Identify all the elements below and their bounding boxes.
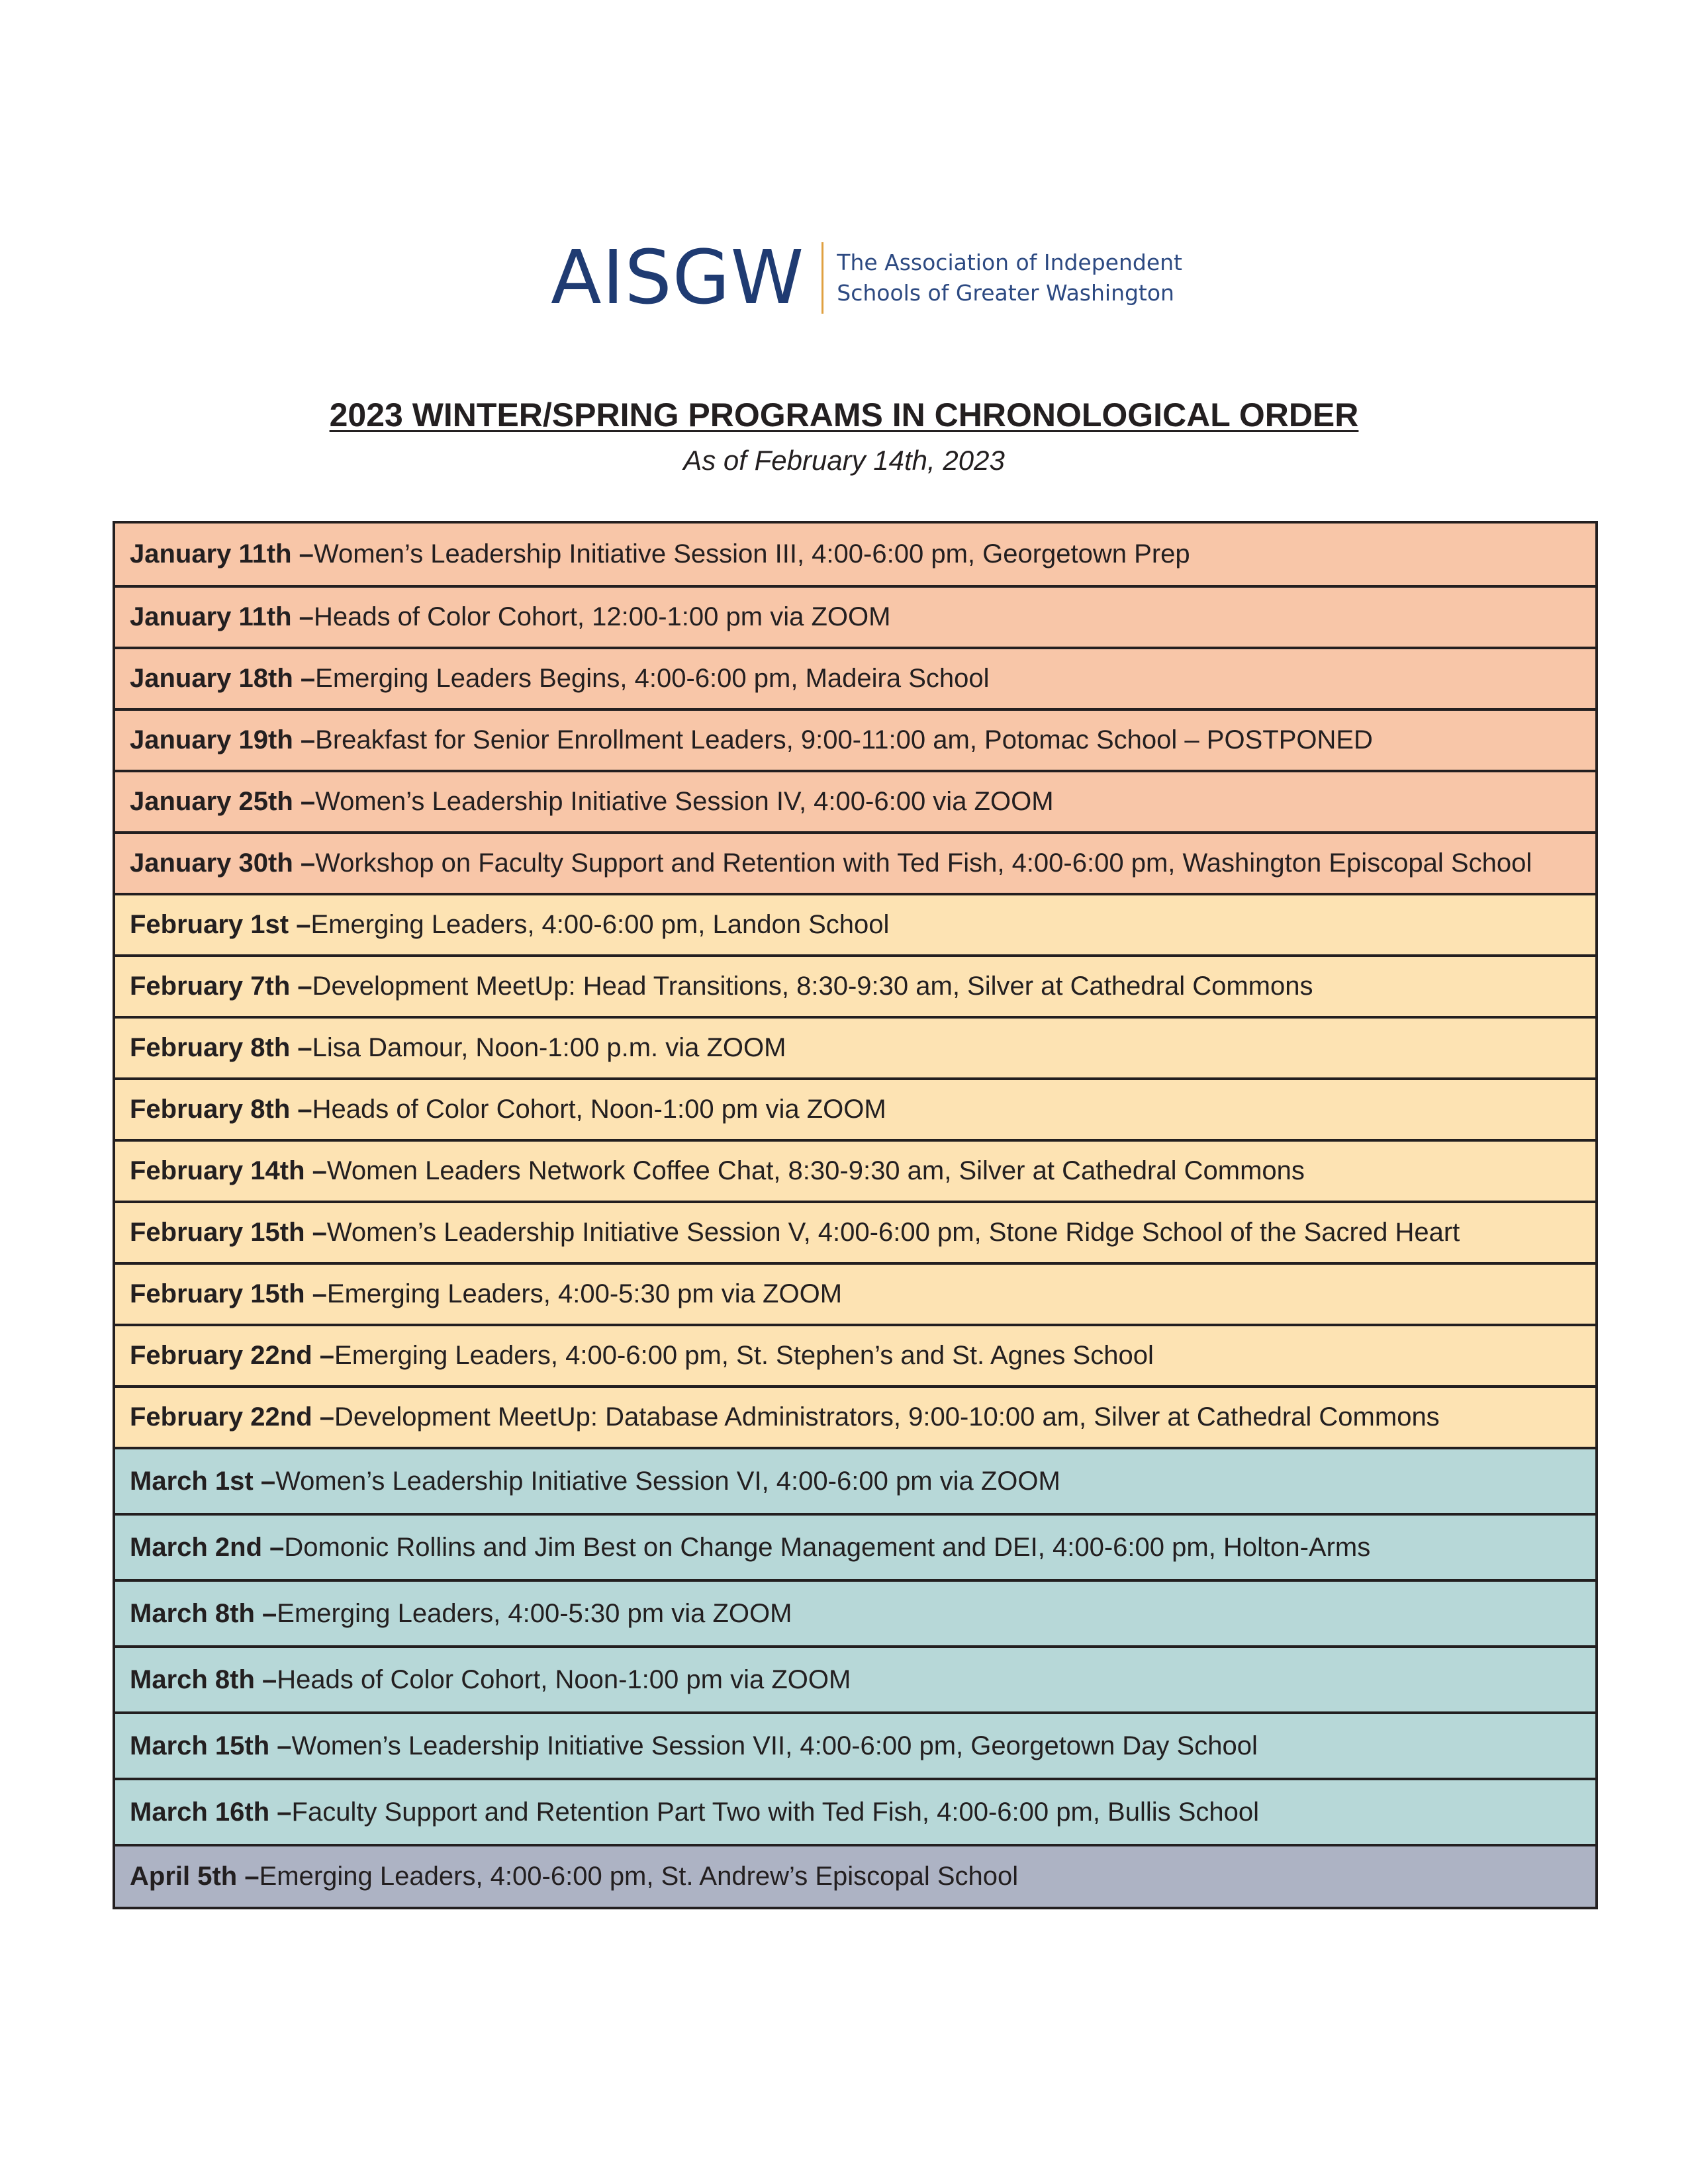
program-row: [115, 708, 1595, 770]
program-row: [115, 1139, 1595, 1201]
program-date: January 18th –: [130, 664, 316, 693]
program-row: [115, 1016, 1595, 1077]
program-description: Women’s Leadership Initiative Session VII, 4:00-6:00 pm, Georgetown Day School: [291, 1731, 1258, 1760]
program-row: [115, 1201, 1595, 1262]
program-row: [115, 1447, 1595, 1513]
program-date: February 22nd –: [130, 1402, 335, 1432]
aisgw-logo: [551, 235, 1182, 321]
program-description: Development MeetUp: Head Transitions, 8:30-9:30 am, Silver at Cathedral Commons: [312, 972, 1313, 1001]
program-schedule-table: [113, 521, 1598, 1909]
program-description: Emerging Leaders, 4:00-6:00 pm, Landon School: [310, 910, 890, 939]
program-row: [115, 585, 1595, 647]
logo-divider: [821, 242, 823, 314]
program-row: [115, 954, 1595, 1016]
program-row: [115, 1579, 1595, 1645]
program-date: February 15th –: [130, 1218, 327, 1247]
program-row: [115, 831, 1595, 893]
logo-tagline-line1: The Association of Independent: [837, 250, 1182, 275]
program-date: February 14th –: [130, 1156, 327, 1185]
logo-mark: AISGW: [551, 235, 805, 321]
program-description: Women’s Leadership Initiative Session III, 4:00-6:00 pm, Georgetown Prep: [313, 539, 1190, 569]
program-date: February 7th –: [130, 972, 312, 1001]
program-description: Faculty Support and Retention Part Two with Ted Fish, 4:00-6:00 pm, Bullis School: [291, 1797, 1260, 1827]
program-description: Heads of Color Cohort, Noon-1:00 pm via ZOOM: [312, 1095, 886, 1124]
program-row: [115, 1077, 1595, 1139]
program-date: February 15th –: [130, 1279, 327, 1308]
program-row: [115, 1385, 1595, 1447]
logo-tagline-line2: Schools of Greater Washington: [837, 280, 1174, 306]
program-date: March 1st –: [130, 1466, 276, 1496]
program-row: [115, 1645, 1595, 1711]
program-date: March 8th –: [130, 1598, 277, 1628]
program-row: [115, 1513, 1595, 1579]
page-title: 2023 WINTER/SPRING PROGRAMS IN CHRONOLOGICAL ORDER: [329, 396, 1359, 433]
program-description: Women Leaders Network Coffee Chat, 8:30-9:30 am, Silver at Cathedral Commons: [326, 1156, 1305, 1185]
program-date: March 2nd –: [130, 1532, 285, 1562]
program-row: [115, 1711, 1595, 1778]
program-date: February 1st –: [130, 910, 311, 939]
program-row: [115, 893, 1595, 954]
program-row: [115, 647, 1595, 708]
program-date: March 16th –: [130, 1797, 292, 1827]
program-description: Emerging Leaders, 4:00-6:00 pm, St. Andrew’s Episcopal School: [259, 1862, 1019, 1891]
program-description: Emerging Leaders, 4:00-6:00 pm, St. Stephen’s and St. Agnes School: [334, 1341, 1154, 1370]
program-description: Heads of Color Cohort, 12:00-1:00 pm via ZOOM: [313, 602, 891, 631]
program-description: Heads of Color Cohort, Noon-1:00 pm via ZOOM: [277, 1664, 851, 1694]
program-date: January 30th –: [130, 848, 316, 878]
program-description: Breakfast for Senior Enrollment Leaders, 9:00-11:00 am, Potomac School – POSTPONED: [315, 725, 1373, 754]
program-description: Workshop on Faculty Support and Retention with Ted Fish, 4:00-6:00 pm, Washington Episcopal School: [315, 848, 1532, 878]
program-date: February 22nd –: [130, 1341, 335, 1370]
program-row: [115, 1778, 1595, 1844]
program-date: February 8th –: [130, 1033, 312, 1062]
program-description: Lisa Damour, Noon-1:00 p.m. via ZOOM: [312, 1033, 786, 1062]
program-description: Women’s Leadership Initiative Session IV, 4:00-6:00 via ZOOM: [315, 787, 1054, 816]
program-date: April 5th –: [130, 1862, 259, 1891]
program-row: [115, 1262, 1595, 1324]
program-description: Women’s Leadership Initiative Session VI, 4:00-6:00 pm via ZOOM: [275, 1466, 1060, 1496]
program-description: Emerging Leaders Begins, 4:00-6:00 pm, Madeira School: [315, 664, 990, 693]
program-description: Emerging Leaders, 4:00-5:30 pm via ZOOM: [277, 1598, 792, 1628]
program-date: January 11th –: [130, 602, 314, 631]
program-row: [115, 523, 1595, 585]
program-date: February 8th –: [130, 1095, 312, 1124]
program-description: Development MeetUp: Database Administrators, 9:00-10:00 am, Silver at Cathedral Commons: [334, 1402, 1440, 1432]
program-row: [115, 1324, 1595, 1385]
program-description: Emerging Leaders, 4:00-5:30 pm via ZOOM: [326, 1279, 843, 1308]
program-description: Women’s Leadership Initiative Session V, 4:00-6:00 pm, Stone Ridge School of the Sacred Heart: [326, 1218, 1460, 1247]
program-row: [115, 770, 1595, 831]
program-date: March 8th –: [130, 1664, 277, 1694]
program-row: [115, 1844, 1595, 1907]
logo-tagline: [837, 248, 1182, 308]
program-description: Domonic Rollins and Jim Best on Change Management and DEI, 4:00-6:00 pm, Holton-Arms: [284, 1532, 1371, 1562]
program-date: January 19th –: [130, 725, 316, 754]
program-date: January 25th –: [130, 787, 316, 816]
page-subtitle: As of February 14th, 2023: [683, 445, 1005, 476]
program-date: March 15th –: [130, 1731, 292, 1760]
program-date: January 11th –: [130, 539, 314, 569]
